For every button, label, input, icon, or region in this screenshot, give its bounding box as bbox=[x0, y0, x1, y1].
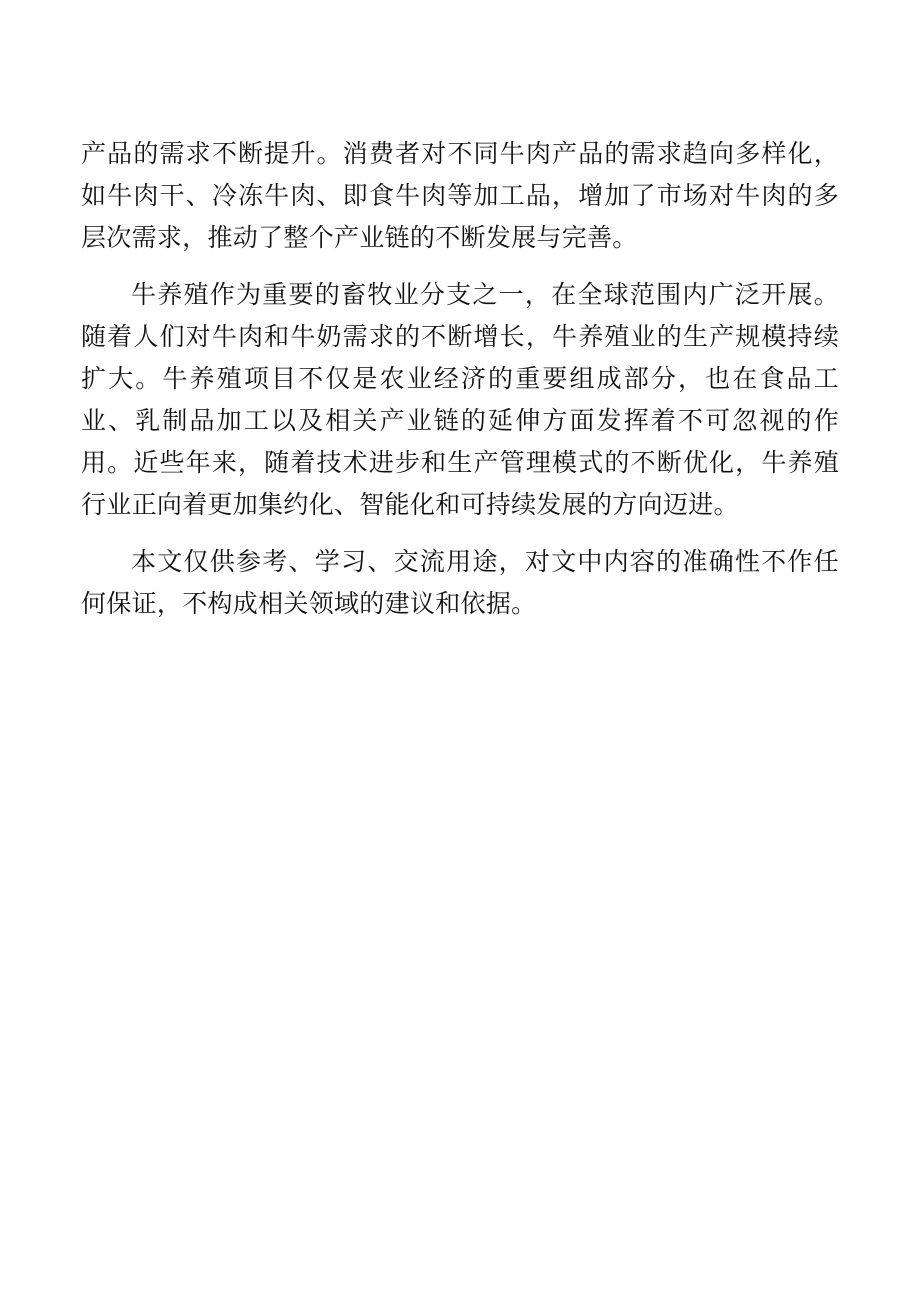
document-body bbox=[81, 133, 839, 625]
paragraph-cattle-farming: 牛养殖作为重要的畜牧业分支之一，在全球范围内广泛开展。随着人们对牛肉和牛奶需求的不断增长，牛养殖业的生产规模持续扩大。牛养殖项目不仅是农业经济的重要组成部分，也在食品工业、乳制品加工以及相关产业链的延伸方面发挥着不可忽视的作用。近些年来，随着技术进步和生产管理模式的不断优化，牛养殖行业正向着更加集约化、智能化和可持续发展的方向迈进。 bbox=[81, 280, 839, 519]
paragraph-disclaimer: 本文仅供参考、学习、交流用途，对文中内容的准确性不作任何保证，不构成相关领域的建议和依据。 bbox=[81, 547, 839, 618]
paragraph-continuation: 产品的需求不断提升。消费者对不同牛肉产品的需求趋向多样化，如牛肉干、冷冻牛肉、即食牛肉等加工品，增加了市场对牛肉的多层次需求，推动了整个产业链的不断发展与完善。 bbox=[81, 139, 839, 252]
